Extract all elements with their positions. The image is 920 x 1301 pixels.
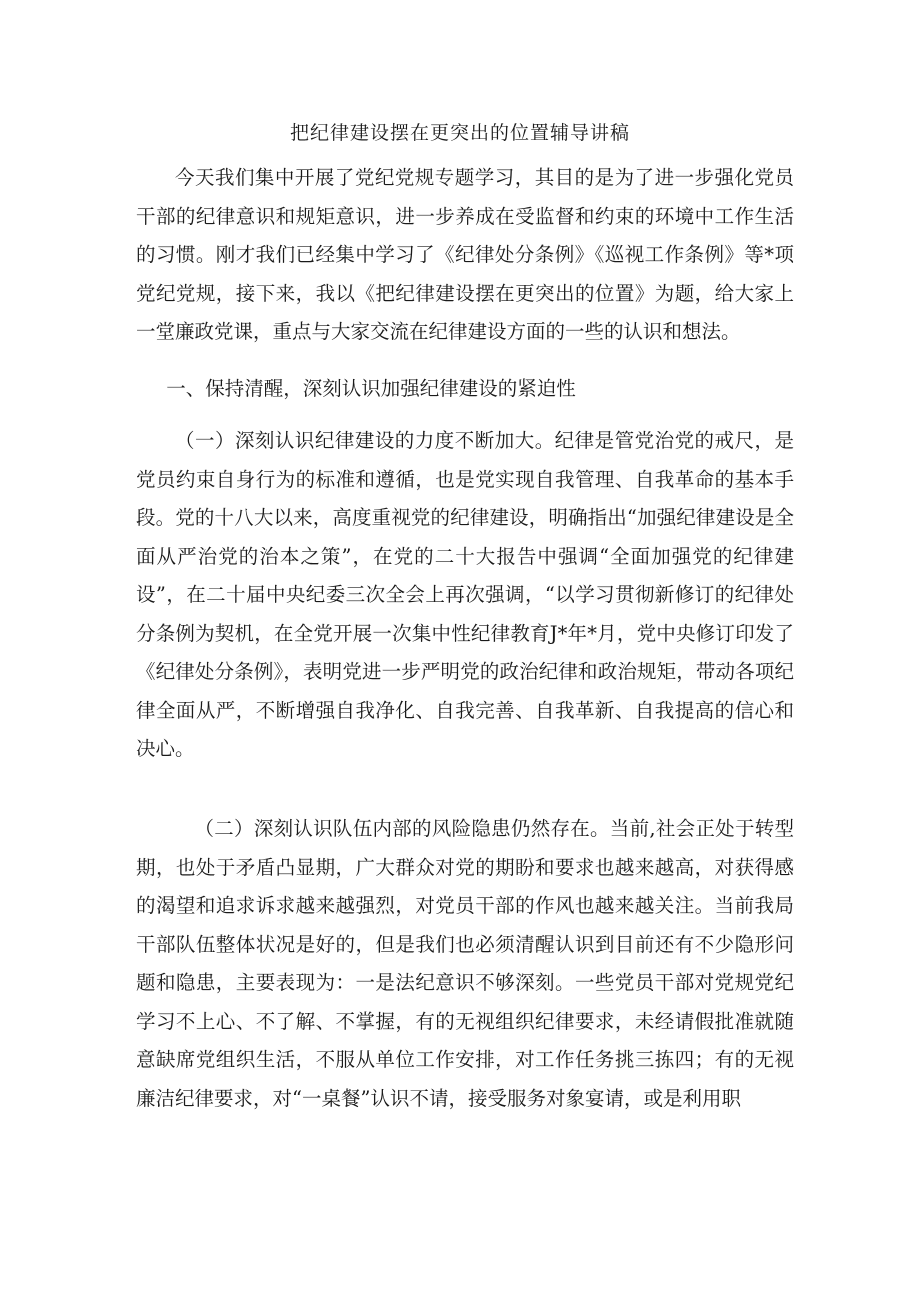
document-title: 把纪律建设摆在更突出的位置辅导讲稿: [289, 122, 630, 144]
paragraph-subsection-2: （二）深刻认识队伍内部的风险隐患仍然存在。当前,社会正处于转型期，也处于矛盾凸显期，广大群众对党的期盼和要求也越来越高，对获得感的渴望和追求诉求越来越强烈，对党员干部的作风也越来越关注。当前我局干部队伍整体状况是好的，但是我们也必须清醒认识到目前还有不少隐形问题和隐患，主要表现为：一是法纪意识不够深刻。一些党员干部对党规党纪学习不上心、不了解、不掌握，有的无视组织纪律要求，未经请假批准就随意缺席党组织生活，不服从单位工作安排，对工作任务挑三拣四；有的无视廉洁纪律要求，对“一桌餐”认识不请，接受服务对象宴请，或是利用职: [136, 817, 794, 1110]
paragraph-intro: 今天我们集中开展了党纪党规专题学习，其目的是为了进一步强化党员干部的纪律意识和规矩意识，进一步养成在受监督和约束的环境中工作生活的习惯。刚才我们已经集中学习了《纪律处分条例》《巡视工作条例》等*项党纪党规，接下来，我以《把纪律建设摆在更突出的位置》为题，给大家上一堂廉政党课，重点与大家交流在纪律建设方面的一些的认识和想法。: [136, 166, 794, 343]
paragraph-subsection-1: （一）深刻认识纪律建设的力度不断加大。纪律是管党治党的戒尺，是党员约束自身行为的标准和遵循，也是党实现自我管理、自我革命的基本手段。党的十八大以来，高度重视党的纪律建设，明确指出“加强纪律建设是全面从严治党的治本之策”，在党的二十大报告中强调“全面加强党的纪律建设”，在二十届中央纪委三次全会上再次强调，“以学习贯彻新修订的纪律处分条例为契机，在全党开展一次集中性纪律教育J*年*月，党中央修订印发了《纪律处分条例》，表明党进一步严明党的政治纪律和政治规矩，带动各项纪律全面从严，不断增强自我净化、自我完善、自我革新、自我提高的信心和决心。: [136, 429, 794, 760]
section-heading-1: 一、保持清醒，深刻认识加强纪律建设的紧迫性: [166, 377, 576, 400]
